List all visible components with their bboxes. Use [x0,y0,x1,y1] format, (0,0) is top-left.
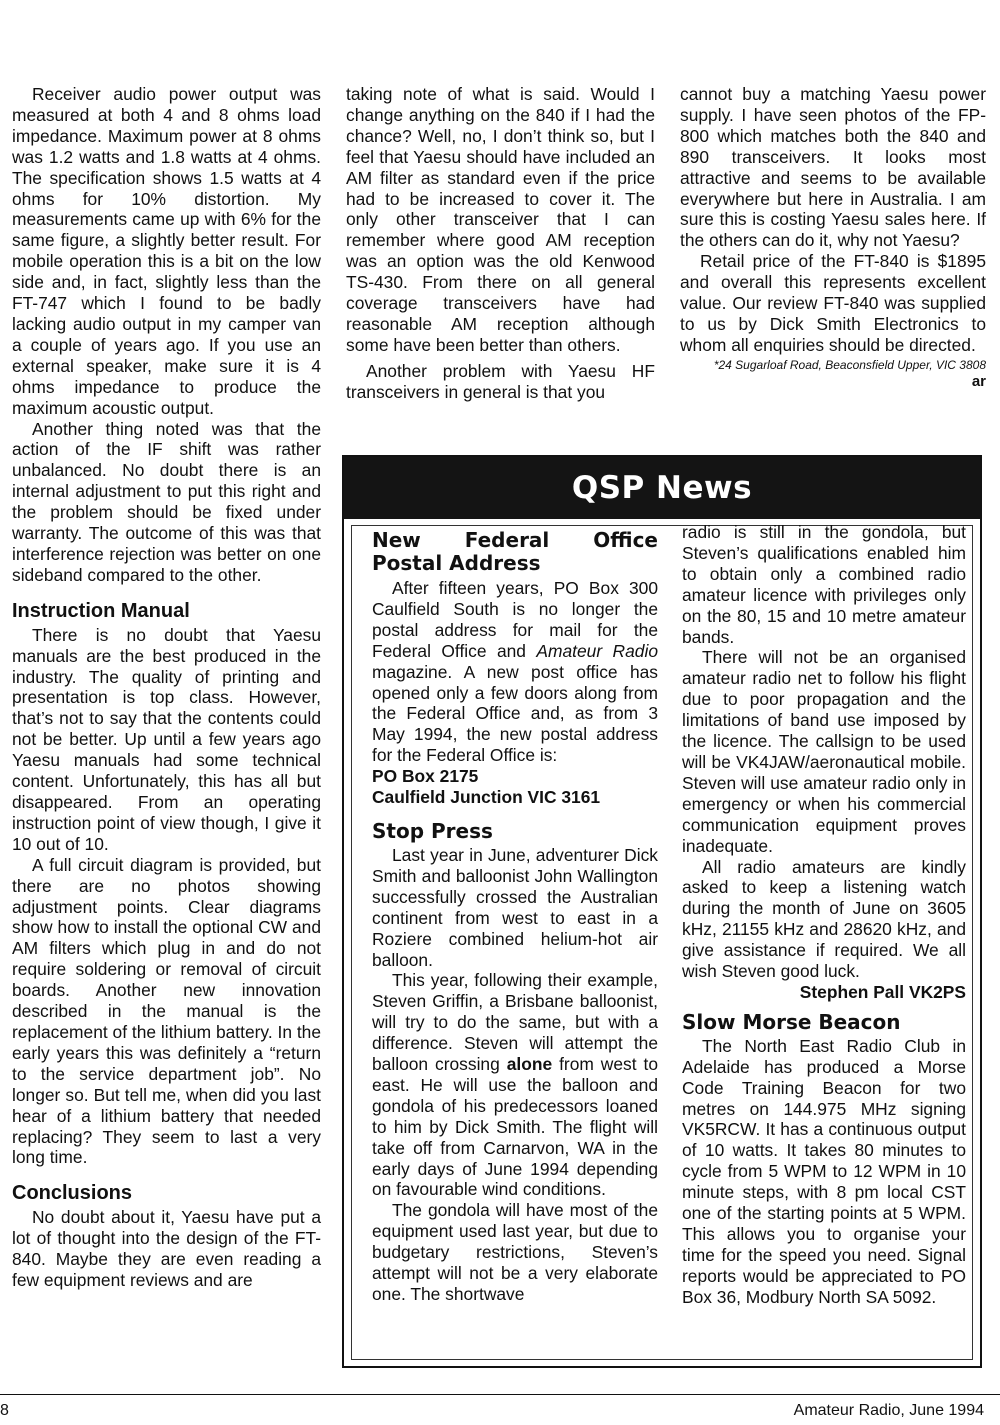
paragraph-if-shift: Another thing noted was that the action of the IF shift was rather unbalanced. No doubt there is an internal adjustment to put this right and the problem should be fixed under warranty. The outcome of this was that interference rejection was better on one sideband compared to the other. [12,418,321,585]
magazine-title-italic: Amateur Radio [536,640,658,661]
federal-office-text-a: After fifteen years, PO Box 300 Caulfield South is no longer the postal address for mail for the Federal Office and [372,578,658,661]
paragraph-audio-output: Receiver audio power output was measured at both 4 and 8 ohms load impedance. Maximum power at 8 ohms was 1.2 watts and 1.8 watts at 4 ohms. The specification shows 1.5 watts at 4 ohms for 10% distortion. My measurements came up with 6% for the same figure, a slightly better result. For mobile operation this is a bit on the low side and, in fact, slightly less than the FT-747 which I found to be badly lacking audio output in my camper van a couple of years ago. If you use an external speaker, make sure it is 4 ohms impedance to produce the maximum acoustic output. [12,84,321,418]
paragraph-retail-price: Retail price of the FT-840 is $1895 and overall this represents excellent value. Our review FT-840 was supplied to us by Dick Smith Electronics to whom all enquiries should be directed. [680,251,986,355]
heading-conclusions: Conclusions [12,1182,133,1205]
ar-signoff: ar [971,372,986,390]
paragraph-stop-press-1: Last year in June, adventurer Dick Smith and balloonist John Wallington successfully crossed the Australian continent from west to east in a Roziere combined helium-hot air balloon. [372,844,658,970]
paragraph-manuals: There is no doubt that Yaesu manuals are the best produced in the industry. The quality of printing and presentation is top class. However, that’s not to say that the contents could not be better. Up until a few years ago Yaesu manuals had some technical content. Unfortunately, this has all but disappeared. From an operating instruction point of view though, I give it 10 out of 10. [12,624,321,854]
footer-rule [0,1394,1000,1395]
column-right [680,84,986,391]
paragraph-no-net: There will not be an organised amateur radio net to follow his flight due to poor propagation and the limitations of band use imposed by the licence. The callsign to be used will be VK4JAW/aeronautical mobile. Steven will use amateur radio only in emergency or when his commercial communication equipment proves inadequate. [682,647,966,856]
page-number: 8 [0,1402,9,1419]
heading-federal-office: New Federal Office Postal Address [372,528,658,575]
heading-stop-press: Stop Press [372,818,493,843]
qsp-column-left [372,529,658,1305]
qsp-news-banner: QSP News [344,457,980,519]
paragraph-stop-press-2 [372,970,658,1200]
paragraph-power-supply-start: Another problem with Yaesu HF transceivers in general is that you [346,360,655,402]
paragraph-morse-beacon: The North East Radio Club in Adelaide has produced a Morse Code Training Beacon for two metres on 144.975 MHz signing VK5RCW. It has a continuous output of 10 watts. It takes 80 minutes to cycle from 5 WPM to 12 WPM in 10 minute steps, with 8 pm local CST one of the starting points at 5 WPM. This allows you to organise your time for the speed you need. Signal reports would be appreciated to PO Box 36, Modbury North SA 5092. [682,1035,966,1307]
qsp-column-right [682,522,966,1308]
author-signature: Stephen Pall VK2PS [799,981,966,1002]
paragraph-federal-office [372,578,658,766]
heading-instruction-manual: Instruction Manual [12,599,190,622]
alone-bold: alone [506,1054,553,1075]
column-left [12,84,321,1291]
paragraph-radio-gondola: radio is still in the gondola, but Steven’s qualifications enabled him to obtain only a combined radio amateur licence with privileges only on the 80, 15 and 10 metre amateur bands. [682,522,966,647]
author-address: *24 Sugarloaf Road, Beaconsfield Upper, VIC 3808 [713,357,986,372]
stop-press-text-b: from west to east. He will use the balloon and gondola of his predecessors loaned to him by Dick Smith. The flight will take off from Carnarvon, WA in the early days of June 1994 depending on favourable wind conditions. [372,1054,658,1200]
magazine-issue: Amateur Radio, June 1994 [793,1402,984,1419]
heading-slow-morse: Slow Morse Beacon [682,1009,901,1034]
paragraph-circuit-diagram: A full circuit diagram is provided, but there are no photos showing adjustment points. Clear diagrams show how to install the optional CW and AM filters which plug in and do not require soldering or removal of circuit boards. Another new innovation described in the manual is the replacement of the lithium battery. In the early years this was definitely a “return to the service department job”. No longer so. But tell me, when did you last hear of a lithium battery that needed replacing? They seem to last a very long time. [12,854,322,1168]
address-line-2: Caulfield Junction VIC 3161 [372,787,601,808]
paragraph-conclusions: No doubt about it, Yaesu have put a lot of thought into the design of the FT-840. Maybe they are even reading a few equipment reviews and are [12,1207,321,1291]
column-middle [346,84,655,403]
address-line-1: PO Box 2175 [372,766,479,787]
paragraph-stop-press-3: The gondola will have most of the equipment used last year, but due to budgetary restrictions, Steven’s attempt will not be a very elaborate one. The shortwave [372,1200,658,1304]
paragraph-power-supply: cannot buy a matching Yaesu power supply. I have seen photos of the FP-800 which matches both the 840 and 890 transceivers. It looks most attractive and seems to be available everywhere but here in Australia. I am sure this is costing Yaesu sales here. If the others can do it, why not Yaesu? [680,84,986,251]
federal-office-text-b: magazine. A new post office has opened only a few doors along from the Federal Office and, as from 3 May 1994, the new postal address for the Federal Office is: [372,661,658,766]
stop-press-text-a: This year, following their example, Steven Griffin, a Brisbane balloonist, will try to do the same, but with a difference. Steven will attempt the balloon crossing [372,970,658,1075]
paragraph-listening-watch: All radio amateurs are kindly asked to keep a listening watch during the month of June on 3605 kHz, 21155 kHz and 28620 kHz, and give assistance if required. We all wish Steven good luck. [682,856,966,982]
paragraph-am-filter: taking note of what is said. Would I change anything on the 840 if I had the chance? Well, no, I don’t think so, but I feel that Yaesu should have included an AM filter as standard even if the price had to be increased to cover it. The only other transceiver that I can remember where good AM reception was an option was the old Kenwood TS-430. From there on all general coverage transceivers have had reasonable AM reception although some have been better than others. [346,84,655,355]
